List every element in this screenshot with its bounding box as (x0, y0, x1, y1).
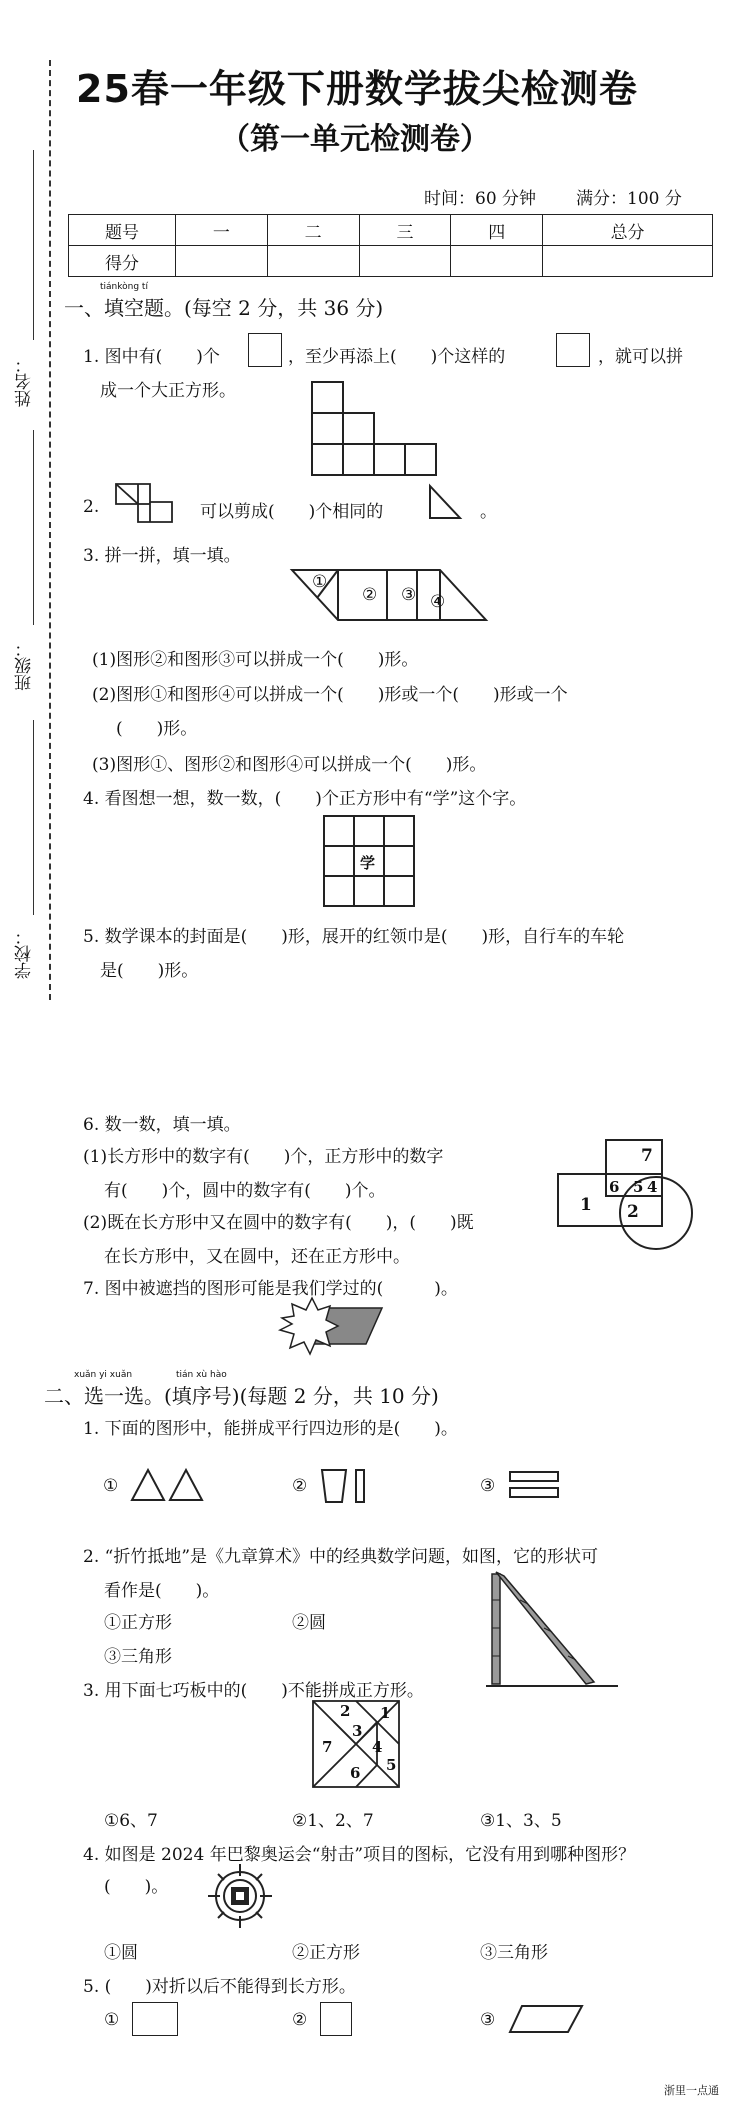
q6-sub2a: (2)既在长方形中又在圆中的数字有( )，( )既 (83, 1213, 474, 1233)
small-square-shape (248, 333, 282, 367)
section2-pinyin-1: xuǎn yi xuǎn (74, 1370, 133, 1380)
score-table-score-row (69, 246, 713, 277)
footer-watermark: 浙里一点通 (664, 2084, 719, 2097)
s2-q1-option-label[interactable]: ② (292, 1476, 308, 1496)
exam-time: 时间：60 分钟 (424, 189, 537, 209)
side-class-label: 班级： (15, 640, 35, 691)
trapezoid-and-bar-icon (320, 1468, 372, 1504)
broken-bamboo-figure (486, 1570, 620, 1688)
s2-q2-option-1[interactable]: ①正方形 (104, 1613, 172, 1633)
q2-text-b: 可以剪成( )个相同的 (200, 502, 384, 522)
s2-q2-text-a: 2. “折竹抵地”是《九章算术》中的经典数学问题，如图，它的形状可 (83, 1547, 599, 1567)
q1-text-b: ，至少再添上( )个这样的 (288, 347, 506, 367)
triangle-piece-icon (428, 484, 462, 520)
s2-q1-text: 1. 下面的图形中，能拼成平行四边形的是( )。 (83, 1419, 458, 1439)
q6-number: 5 (633, 1178, 644, 1196)
tangram-piece-label: 1 (380, 1704, 391, 1722)
q6-number: 2 (627, 1202, 639, 1222)
score-input-cell[interactable] (359, 246, 451, 277)
q3-piece-label: ③ (401, 585, 417, 605)
exam-full-score: 满分：100 分 (576, 189, 682, 209)
q6-sub2b: 在长方形中，又在圆中，还在正方形中。 (104, 1247, 410, 1267)
q6-number: 1 (580, 1195, 592, 1215)
q3-sub2b: ( )形。 (116, 719, 198, 739)
tangram-piece-label: 4 (372, 1738, 383, 1756)
s2-q2-option-3[interactable]: ③三角形 (104, 1647, 172, 1667)
score-cell: 一 (176, 215, 268, 246)
s2-q4-option-3[interactable]: ③三角形 (480, 1943, 548, 1963)
score-cell: 总分 (543, 215, 713, 246)
tangram-piece-label: 3 (352, 1722, 363, 1740)
section2-pinyin-2: tián xù hào (176, 1370, 227, 1380)
s2-q3-text: 3. 用下面七巧板中的( )不能拼成正方形。 (83, 1681, 424, 1701)
s2-q3-option-1[interactable]: ①6、7 (104, 1811, 158, 1831)
overlapping-shapes-figure (556, 1138, 696, 1250)
s2-q1-option-label[interactable]: ③ (480, 1476, 496, 1496)
square-option-shape (320, 2002, 352, 2036)
hidden-shape-figure (278, 1296, 388, 1358)
folded-paper-figure (112, 482, 184, 524)
two-rectangles-icon (508, 1468, 562, 1502)
section2-heading: 二、选一选。(填序号)(每题 2 分，共 10 分) (44, 1384, 439, 1408)
small-square-shape (556, 333, 590, 367)
q6-sub1a: (1)长方形中的数字有( )个，正方形中的数字 (83, 1147, 444, 1167)
q6-number: 4 (647, 1178, 658, 1196)
staircase-squares-figure (312, 382, 452, 478)
tangram-piece-label: 7 (322, 1738, 333, 1756)
q1-text-a: 1. 图中有( )个 (83, 347, 220, 367)
score-cell: 三 (359, 215, 451, 246)
q7-text: 7. 图中被遮挡的图形可能是我们学过的( )。 (83, 1279, 458, 1299)
q5-text-b: 是( )形。 (100, 961, 199, 981)
score-input-cell[interactable] (543, 246, 713, 277)
s2-q2-option-2[interactable]: ②圆 (292, 1613, 326, 1633)
s2-q4-text-b: ( )。 (104, 1877, 169, 1897)
s2-q5-option-label[interactable]: ① (104, 2010, 120, 2030)
side-school-label: 学校： (15, 928, 35, 979)
q2-text-a: 2. (83, 497, 100, 517)
s2-q3-option-2[interactable]: ②1、2、7 (292, 1811, 374, 1831)
s2-q5-text: 5. ( )对折以后不能得到长方形。 (83, 1977, 356, 1997)
tangram-piece-label: 2 (340, 1702, 351, 1720)
s2-q5-option-label[interactable]: ③ (480, 2010, 496, 2030)
q1-text-c: ，就可以拼 (598, 347, 683, 367)
s2-q4-option-2[interactable]: ②正方形 (292, 1943, 360, 1963)
q5-text-a: 5. 数学课本的封面是( )形，展开的红领巾是( )形，自行车的车轮 (83, 927, 625, 947)
grid-character: 学 (360, 854, 376, 872)
q3-sub1: (1)图形②和图形③可以拼成一个( )形。 (92, 650, 419, 670)
q3-piece-label: ① (312, 572, 328, 592)
q6-number: 7 (641, 1146, 653, 1166)
s2-q4-text-a: 4. 如图是 2024 年巴黎奥运会“射击”项目的图标，它没有用到哪种图形？ (83, 1845, 636, 1865)
q6-sub1b: 有( )个，圆中的数字有( )个。 (104, 1181, 386, 1201)
side-school-line (33, 720, 34, 915)
s2-q5-option-label[interactable]: ② (292, 2010, 308, 2030)
q3-sub3: (3)图形①、图形②和图形④可以拼成一个( )形。 (92, 755, 487, 775)
score-table (68, 214, 713, 277)
q3-piece-label: ② (362, 585, 378, 605)
score-cell: 四 (451, 215, 543, 246)
s2-q4-option-1[interactable]: ①圆 (104, 1943, 138, 1963)
section1-pinyin: tiánkòng tí (100, 282, 148, 292)
s2-q3-option-3[interactable]: ③1、3、5 (480, 1811, 562, 1831)
q3-sub2a: (2)图形①和图形④可以拼成一个( )形或一个( )形或一个 (92, 685, 568, 705)
q3-piece-label: ④ (430, 592, 446, 612)
side-name-line (33, 150, 34, 340)
s2-q1-option-label[interactable]: ① (103, 1476, 119, 1496)
side-name-label: 姓名： (15, 356, 35, 407)
score-input-cell[interactable] (451, 246, 543, 277)
section1-heading: 一、填空题。(每空 2 分，共 36 分) (64, 296, 384, 320)
binding-dashed-line (49, 60, 51, 1000)
q3-text: 3. 拼一拼，填一填。 (83, 546, 241, 566)
score-cell: 二 (267, 215, 359, 246)
tangram-piece-label: 5 (386, 1756, 397, 1774)
parallelogram-option-shape (508, 2004, 584, 2034)
two-triangles-icon (130, 1468, 206, 1502)
q2-text-c: 。 (480, 502, 497, 522)
page-title: 25春一年级下册数学拔尖检测卷 (76, 67, 638, 111)
page-subtitle: （第一单元检测卷） (220, 122, 490, 157)
side-class-line (33, 430, 34, 625)
q6-number: 6 (609, 1178, 620, 1196)
s2-q2-text-b: 看作是( )。 (104, 1581, 220, 1601)
rectangle-option-shape (132, 2002, 178, 2036)
tangram-piece-label: 6 (350, 1764, 361, 1782)
score-table-header-row (69, 215, 713, 246)
shooting-target-icon (206, 1862, 274, 1930)
q6-text: 6. 数一数，填一填。 (83, 1115, 241, 1135)
score-input-cell[interactable] (176, 246, 268, 277)
q1-text-d: 成一个大正方形。 (100, 381, 236, 401)
score-cell: 得分 (69, 246, 176, 277)
score-input-cell[interactable] (267, 246, 359, 277)
score-cell: 题号 (69, 215, 176, 246)
q4-text: 4. 看图想一想，数一数，( )个正方形中有“学”这个字。 (83, 789, 527, 809)
